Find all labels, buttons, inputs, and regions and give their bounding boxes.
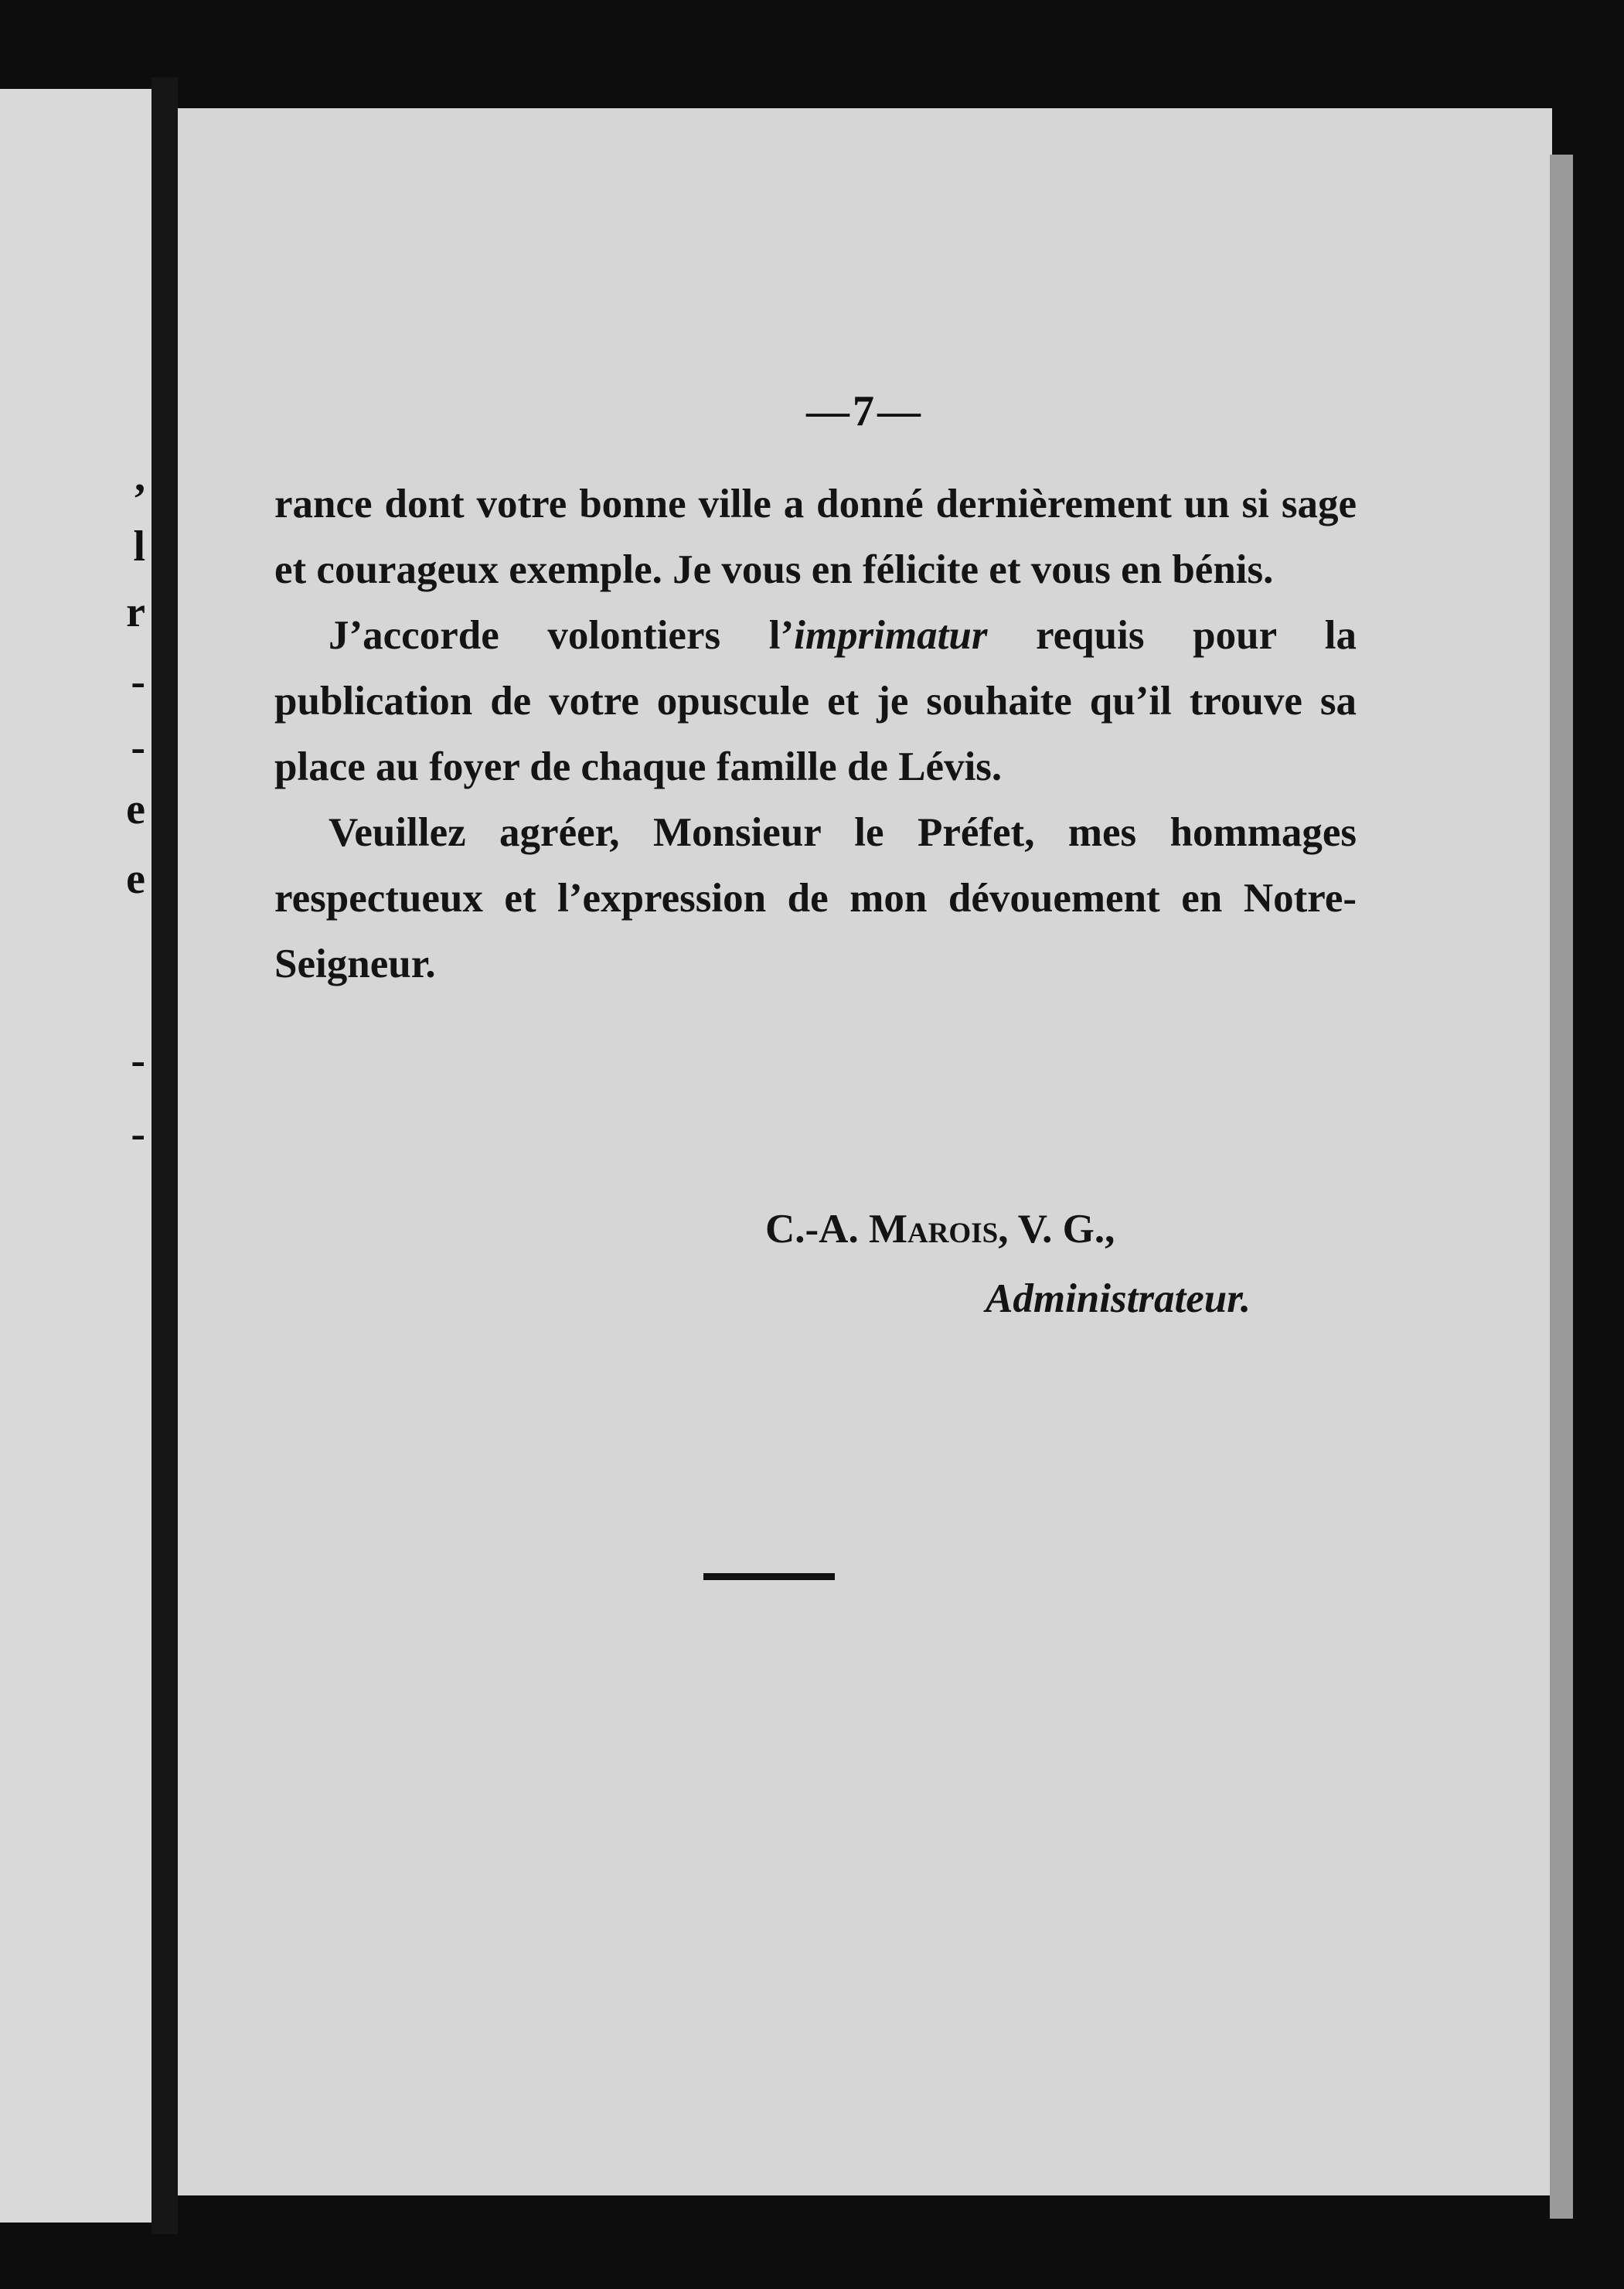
paragraph-2 [274, 603, 1357, 800]
signature-title: Administrateur. [986, 1276, 1251, 1321]
facing-page-edge [0, 89, 155, 2223]
facing-page-fragment: e [126, 785, 145, 833]
document-page [178, 108, 1552, 2195]
closing-rule [703, 1573, 835, 1580]
page-stack-edge [1550, 155, 1573, 2219]
signature-suffix: , V. G., [998, 1207, 1115, 1252]
paragraph-1: rance dont votre bonne ville a donné dernièrement un si sage et courageux exemple. Je vous en félicite et vous en bénis. [274, 482, 1357, 592]
facing-page-fragment: e [126, 855, 145, 903]
paragraph-2-end: requis pour la publication de votre opuscule et je souhaite qu’il trouve sa place au foyer de chaque famille de Lévis. [274, 613, 1357, 789]
paragraph-3: Veuillez agréer, Monsieur le Préfet, mes hommages respectueux et l’expression de mon dévouement en Notre-Seigneur. [274, 810, 1357, 986]
imprimatur-term: imprimatur [794, 613, 988, 658]
facing-page-fragment: , [134, 453, 145, 501]
facing-page-fragment: - [131, 658, 145, 706]
facing-page-fragment: - [131, 1110, 145, 1158]
book-gutter [152, 77, 178, 2234]
facing-page-fragment: r [126, 588, 145, 636]
facing-page-fragment: - [131, 1037, 145, 1085]
facing-page-fragment: l [133, 523, 145, 571]
signature-surname: Marois [868, 1207, 999, 1252]
page-number: —7— [806, 387, 924, 435]
letter-body [274, 472, 1357, 997]
facing-page-fragment: - [131, 724, 145, 772]
signature-initials: C.-A. [765, 1207, 859, 1252]
paragraph-2-start: J’accorde volontiers l’ [329, 613, 795, 658]
signature-line [765, 1206, 1384, 1252]
